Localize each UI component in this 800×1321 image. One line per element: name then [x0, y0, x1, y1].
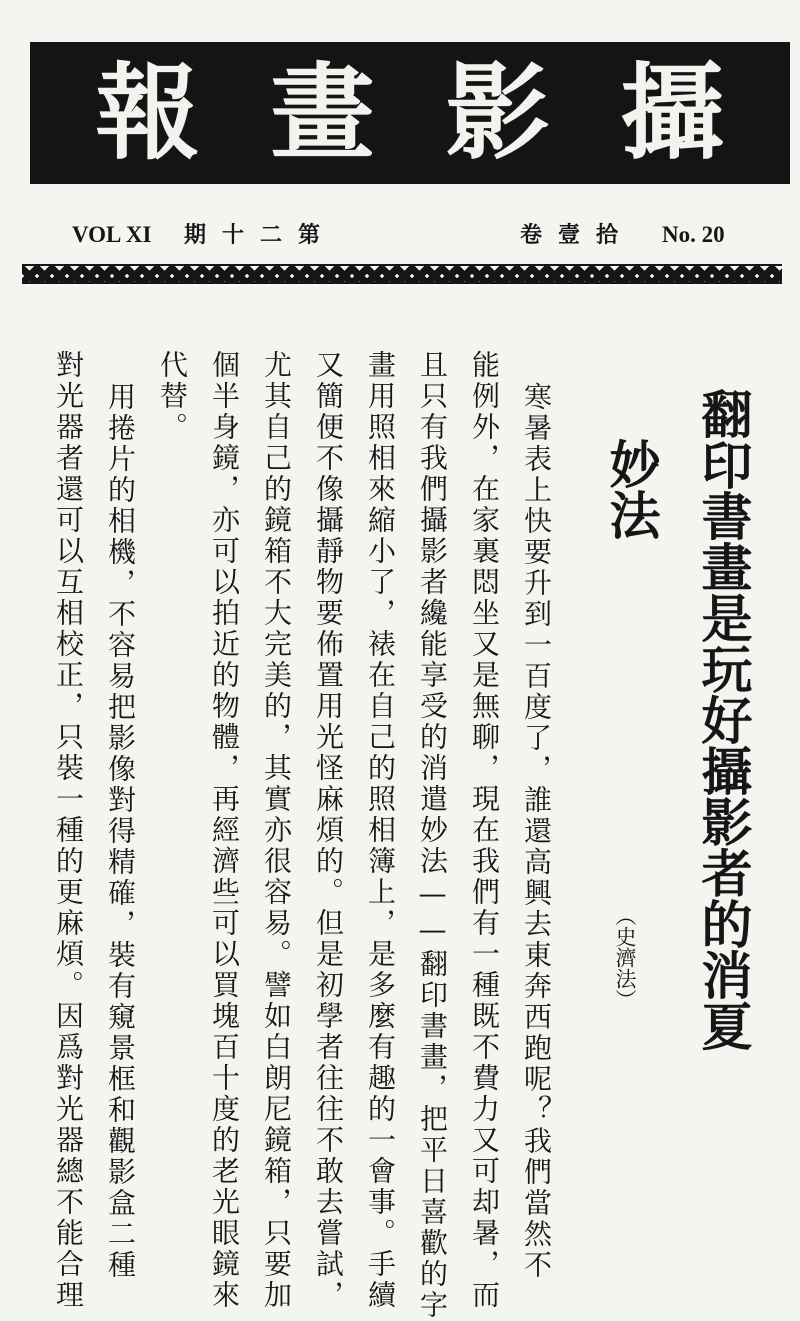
issue-number-english: No. 20: [662, 222, 725, 247]
masthead-char: 報: [95, 51, 200, 174]
volume-english: VOL XI: [72, 222, 152, 247]
volume-chinese: 期十二第: [184, 222, 337, 248]
body-column: 對光器者還可以互相校正，只裝一種的更麻煩。因爲對光器總不能合理: [52, 350, 85, 1311]
diamond-ornament-rule: [22, 264, 782, 284]
article-byline: （史濟法）: [613, 905, 637, 1010]
masthead-char: 影: [445, 51, 550, 174]
body-column: 又簡便不像攝靜物要佈置用光怪麻煩的。但是初學者往往不敢去嘗試，: [312, 350, 345, 1311]
body-column: 能例外，在家裏悶坐又是無聊，現在我們有一種既不費力又可却暑，而: [468, 350, 501, 1311]
body-column: 畫用照相來縮小了，裱在自己的照相簿上，是多麼有趣的一會事。手續: [364, 350, 397, 1311]
masthead-char: 畫: [270, 51, 375, 174]
body-column: 代替。: [156, 350, 189, 443]
masthead-banner: [30, 42, 790, 184]
article-title-continued: 妙法: [600, 438, 660, 540]
body-column: 寒暑表上快要升到一百度了，誰還高興去東奔西跑呢？我們當然不: [520, 382, 553, 1281]
article-body: [42, 350, 562, 1321]
masthead-char: 攝: [620, 51, 725, 174]
body-column: 且只有我們攝影者纔能享受的消遣妙法——翻印書畫，把平日喜歡的字: [416, 350, 449, 1321]
article-title: 翻印書畫是玩好攝影者的消夏: [692, 388, 752, 1051]
issue-chinese: 卷壹拾: [520, 222, 635, 248]
body-column: 尤其自己的鏡箱不大完美的，其實亦很容易。譬如白朗尼鏡箱，只要加: [260, 350, 293, 1311]
body-column: 個半身鏡，亦可以拍近的物體，再經濟些可以買塊百十度的老光眼鏡來: [208, 350, 241, 1311]
issue-info-line: [72, 218, 748, 252]
body-column: 用捲片的相機，不容易把影像對得精確，裝有窺景框和觀影盒二種: [104, 382, 137, 1281]
